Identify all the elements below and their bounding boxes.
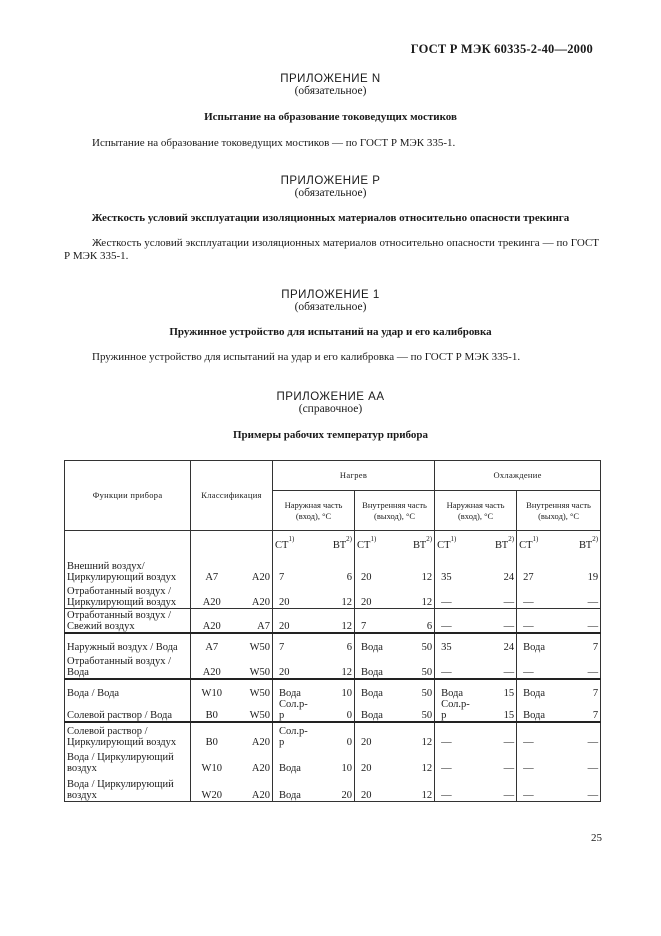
cell-cool-inner-vt: — xyxy=(561,609,601,633)
cell-heat-outer-ct: Сол.р-р xyxy=(273,722,315,748)
cell-heat-outer-ct: 20 xyxy=(273,609,315,633)
cell-cool-inner-vt: — xyxy=(561,774,601,802)
table-row xyxy=(65,699,601,722)
cell-class-1: A20 xyxy=(202,597,221,608)
cell-class-2: W50 xyxy=(233,679,273,699)
cell-heat-inner-vt: 50 xyxy=(396,653,435,679)
cell-heat-outer-ct: 20 xyxy=(279,666,290,678)
cell-cool-inner-vt: 7 xyxy=(561,633,601,653)
cell-cool-outer-ct: — xyxy=(441,597,452,608)
cell-cool-outer-vt: 15 xyxy=(477,699,517,722)
cell-heat-inner-ct: 20 xyxy=(361,597,372,608)
cell-cool-outer-ct: 35 xyxy=(441,571,452,583)
cell-cool-outer-ct: 35 xyxy=(435,633,477,653)
cell-cool-inner-vt: 7 xyxy=(561,699,601,722)
annex-p-status: (обязательное) xyxy=(294,187,367,199)
table-row xyxy=(65,551,601,583)
cell-heat-inner-ct: 7 xyxy=(355,609,396,633)
cell-cool-inner-ct: — xyxy=(517,722,561,748)
cell-heat-outer-vt: 12 xyxy=(315,609,355,633)
cell-cool-outer-ct: — xyxy=(441,666,452,678)
cell-heat-inner-vt: 12 xyxy=(396,583,435,609)
cell-class-1: B0 xyxy=(191,722,233,748)
vt-label: ВТ$^{2)}$ xyxy=(477,531,517,551)
vt-label: ВТ$^{2)}$ xyxy=(315,531,355,551)
cell-class-2: A20 xyxy=(233,722,273,748)
cell-function: Солевой раствор / Вода xyxy=(65,699,191,722)
cell-class-1: A7 xyxy=(205,571,219,583)
cell-cool-inner-vt: 19 xyxy=(561,551,601,583)
annex-1-heading: Пружинное устройство для испытаний на удар и его калибровка xyxy=(169,326,492,338)
annex-n-status: (обязательное) xyxy=(294,85,367,97)
cell-heat-inner-vt: 6 xyxy=(396,609,435,633)
cell-class-2: A20 xyxy=(233,583,273,609)
annex-1-status: (обязательное) xyxy=(294,301,367,313)
header-classification: Классификация xyxy=(191,461,273,531)
cell-heat-outer-vt: 6 xyxy=(315,551,355,583)
table-row xyxy=(65,633,601,653)
cell-cool-outer-ct: — xyxy=(435,609,477,633)
cell-heat-inner-vt: 12 xyxy=(396,722,435,748)
cell-cool-inner-vt: — xyxy=(561,722,601,748)
document-standard-header: ГОСТ Р МЭК 60335-2-40—2000 xyxy=(410,42,593,56)
ct-label: СТ$^{1)}$ xyxy=(357,534,377,551)
cell-heat-outer-ct: Вода xyxy=(273,774,315,802)
annex-p-text: Жесткость условий эксплуатации изоляционных материалов относительно опасности трекинга — по ГОСТ Р МЭК 335-1. xyxy=(64,237,599,262)
ct-label: СТ$^{1)}$ xyxy=(275,534,295,551)
cell-heat-outer-vt: 0 xyxy=(315,722,355,748)
cell-class-2: W50 xyxy=(233,653,273,679)
cell-class-1: W10 xyxy=(201,762,222,774)
cell-cool-inner-vt: 7 xyxy=(561,679,601,699)
cell-heat-inner-vt: 12 xyxy=(396,748,435,774)
cell-heat-inner-ct: Вода xyxy=(361,666,383,678)
cell-cool-inner-ct: — xyxy=(523,597,534,608)
cell-cool-outer-vt: 24 xyxy=(477,551,517,583)
cell-cool-outer-ct: — xyxy=(435,722,477,748)
cell-cool-inner-ct: — xyxy=(517,774,561,802)
cell-heat-outer-ct: 20 xyxy=(279,597,290,608)
cell-heat-outer-ct: Вода xyxy=(279,762,301,774)
cell-class-2: W50 xyxy=(233,633,273,653)
cell-heat-outer-ct: Вода xyxy=(273,679,315,699)
annex-n-heading: Испытание на образование токоведущих мостиков xyxy=(204,111,457,123)
annex-1-title: ПРИЛОЖЕНИЕ 1 xyxy=(281,289,380,301)
cell-heat-inner-vt: 50 xyxy=(396,679,435,699)
cell-heat-inner-ct: Вода xyxy=(355,633,396,653)
cell-cool-outer-ct: Сол.р-р xyxy=(441,698,470,721)
header-cool-inner: Внутренняя часть (выход), °С xyxy=(517,491,601,531)
cell-function: Внешний воздух/ Циркулирующий воздух xyxy=(65,551,191,583)
cell-heat-inner-ct: Вода xyxy=(355,679,396,699)
cell-cool-outer-ct: Вода xyxy=(435,679,477,699)
cell-heat-outer-vt: 10 xyxy=(315,748,355,774)
cell-heat-inner-ct: 20 xyxy=(361,762,372,774)
table-row xyxy=(65,609,601,633)
cell-cool-inner-ct: Вода xyxy=(523,709,546,721)
table-row xyxy=(65,583,601,609)
vt-label: ВТ$^{2)}$ xyxy=(561,531,601,551)
cell-cool-outer-vt: — xyxy=(477,609,517,633)
cell-cool-inner-vt: — xyxy=(561,583,601,609)
cell-function: Отработанный воздух / Свежий воздух xyxy=(65,609,191,633)
cell-heat-inner-ct: Вода xyxy=(361,709,383,721)
cell-class-2: W50 xyxy=(233,699,273,722)
cell-heat-outer-ct: Сол.р-р xyxy=(279,698,308,721)
annex-1-text: Пружинное устройство для испытаний на удар и его калибровка — по ГОСТ Р МЭК 335-1. xyxy=(92,351,521,363)
cell-heat-outer-ct: 7 xyxy=(279,571,285,583)
header-heat-inner: Внутренняя часть (выход), °С xyxy=(355,491,435,531)
cell-class-1: W10 xyxy=(191,679,233,699)
cell-cool-inner-ct: — xyxy=(517,609,561,633)
cell-class-1: W20 xyxy=(191,774,233,802)
table-row xyxy=(65,722,601,748)
cell-class-2: A20 xyxy=(233,748,273,774)
ct-label: СТ$^{1)}$ xyxy=(437,534,457,551)
header-heat-outer: Наружная часть (вход), °С xyxy=(273,491,355,531)
annex-p-heading: Жесткость условий эксплуатации изоляционных материалов относительно опасности трекинга xyxy=(91,212,570,224)
header-cooling: Охлаждение xyxy=(435,461,601,491)
cell-function: Отработанный воздух / Вода xyxy=(65,653,191,679)
table-row xyxy=(65,748,601,774)
cell-function: Наружный воздух / Вода xyxy=(65,633,191,653)
cell-class-1: B0 xyxy=(205,709,218,721)
cell-heat-inner-vt: 12 xyxy=(396,551,435,583)
cell-cool-outer-vt: 24 xyxy=(477,633,517,653)
cell-cool-inner-ct: 27 xyxy=(523,571,534,583)
cell-heat-outer-vt: 10 xyxy=(315,679,355,699)
cell-heat-inner-ct: 20 xyxy=(355,774,396,802)
cell-cool-inner-ct: — xyxy=(523,666,534,678)
annex-aa-status: (справочное) xyxy=(298,403,363,415)
cell-heat-inner-vt: 50 xyxy=(396,633,435,653)
cell-class-2: A20 xyxy=(233,774,273,802)
cell-cool-outer-vt: — xyxy=(477,774,517,802)
cell-heat-outer-ct: 7 xyxy=(273,633,315,653)
annex-p-title: ПРИЛОЖЕНИЕ P xyxy=(280,175,381,187)
cell-class-2: A20 xyxy=(233,551,273,583)
cell-cool-outer-vt: — xyxy=(477,722,517,748)
cell-class-1: A20 xyxy=(202,666,221,678)
cell-function: Солевой раствор / Циркулирующий воздух xyxy=(65,722,191,748)
cell-heat-outer-vt: 12 xyxy=(315,653,355,679)
cell-function: Вода / Вода xyxy=(65,679,191,699)
cell-heat-inner-vt: 50 xyxy=(396,699,435,722)
cell-heat-outer-vt: 12 xyxy=(315,583,355,609)
header-function: Функции прибора xyxy=(65,461,191,531)
cell-function: Вода / Циркулирующий воздух xyxy=(65,774,191,802)
operating-temperatures-table xyxy=(64,460,601,802)
cell-class-2: A7 xyxy=(233,609,273,633)
cell-heat-outer-vt: 0 xyxy=(315,699,355,722)
annex-aa-heading: Примеры рабочих температур прибора xyxy=(232,429,429,441)
annex-aa-title: ПРИЛОЖЕНИЕ АА xyxy=(276,391,385,403)
cell-cool-inner-ct: — xyxy=(523,762,534,774)
annex-n-text: Испытание на образование токоведущих мостиков — по ГОСТ Р МЭК 335-1. xyxy=(92,137,456,149)
cell-cool-inner-ct: Вода xyxy=(517,633,561,653)
cell-cool-outer-vt: — xyxy=(477,653,517,679)
vt-label: ВТ$^{2)}$ xyxy=(396,531,435,551)
page-number: 25 xyxy=(591,832,602,844)
cell-cool-inner-ct: Вода xyxy=(517,679,561,699)
annex-n-title: ПРИЛОЖЕНИЕ N xyxy=(280,73,381,85)
header-cool-outer: Наружная часть (вход), °С xyxy=(435,491,517,531)
header-heating: Нагрев xyxy=(273,461,435,491)
cell-cool-outer-ct: — xyxy=(441,762,452,774)
cell-cool-outer-ct: — xyxy=(435,774,477,802)
cell-heat-inner-vt: 12 xyxy=(396,774,435,802)
cell-cool-outer-vt: 15 xyxy=(477,679,517,699)
cell-function: Вода / Циркулирующий воздух xyxy=(65,748,191,774)
cell-class-1: A20 xyxy=(191,609,233,633)
cell-heat-outer-vt: 20 xyxy=(315,774,355,802)
table-row xyxy=(65,774,601,802)
cell-class-1: A7 xyxy=(191,633,233,653)
cell-cool-outer-vt: — xyxy=(477,748,517,774)
table-row xyxy=(65,679,601,699)
table-row xyxy=(65,653,601,679)
cell-cool-inner-vt: — xyxy=(561,653,601,679)
cell-heat-outer-vt: 6 xyxy=(315,633,355,653)
cell-cool-outer-vt: — xyxy=(477,583,517,609)
cell-cool-inner-vt: — xyxy=(561,748,601,774)
cell-heat-inner-ct: 20 xyxy=(355,722,396,748)
cell-function: Отработанный воздух / Циркулирующий воздух xyxy=(65,583,191,609)
ct-label: СТ$^{1)}$ xyxy=(519,534,539,551)
cell-heat-inner-ct: 20 xyxy=(361,571,372,583)
